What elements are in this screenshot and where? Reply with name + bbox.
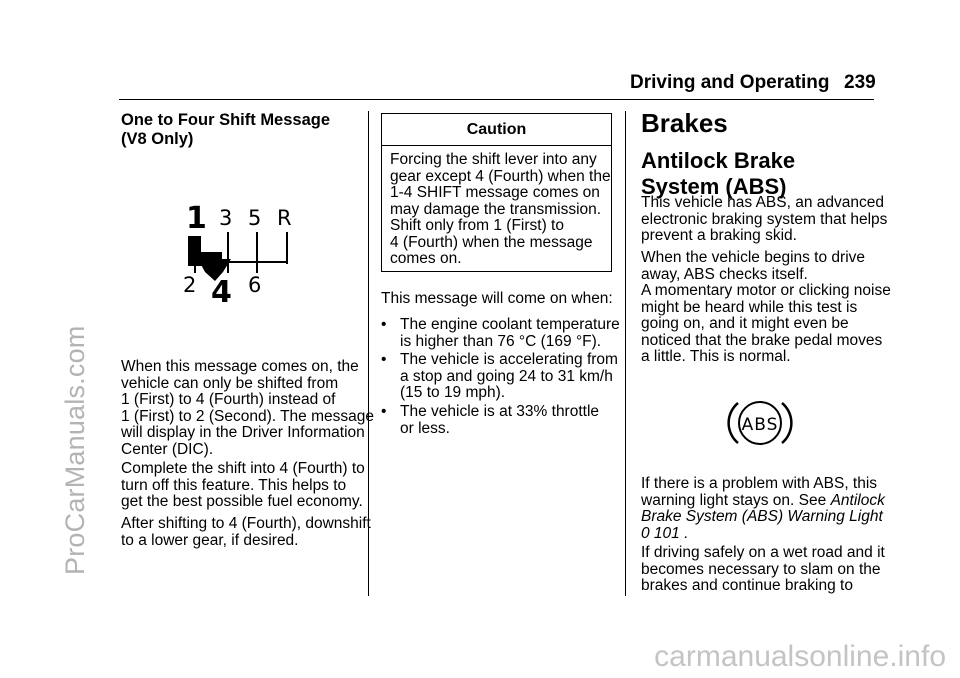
header-rule: [119, 99, 874, 100]
list-item: • The engine coolant temperature is higher than 76 °C (169 °F).: [381, 316, 620, 350]
caution-text: Forcing the shift lever into any gear except 4 (Fourth) when the 1-4 SHIFT message comes on may damage the transmission. Shift only from 1 (First) to 4 (Fourth) when the message comes on.: [390, 151, 611, 267]
abs-warning-icon: [725, 395, 795, 451]
abs-icon-label: ABS: [741, 415, 779, 435]
gear-label-top: 3: [219, 206, 233, 230]
gear-label-top: R: [277, 206, 292, 230]
abs-paragraph-1: This vehicle has ABS, an advanced electronic braking system that helps prevent a braking skid.: [641, 194, 888, 244]
gear-label-bottom: 2: [183, 273, 197, 297]
warning-light-link[interactable]: Brake System (ABS) Warning Light: [641, 508, 883, 525]
bottom-watermark: carmanualsonline.info: [654, 640, 946, 673]
column-divider-right: [625, 111, 626, 596]
abs-paragraph-4: If driving safely on a wet road and it becomes necessary to slam on the brakes and continue braking to: [641, 544, 885, 594]
message-intro: This message will come on when:: [381, 290, 613, 307]
shift-paragraph-2: Complete the shift into 4 (Fourth) to turn off this feature. This helps to get the best possible fuel economy.: [121, 460, 365, 510]
gear-label-bottom: 4: [211, 275, 232, 308]
abs-paragraph-2: When the vehicle begins to drive away, ABS checks itself. A momentary motor or clicking noise might be heard while this test is going on, and it might even be noticed that the brake pedal moves a little. This is normal.: [641, 249, 891, 365]
shift-paragraph-1: When this message comes on, the vehicle can only be shifted from 1 (First) to 4 (Fourth) instead of 1 (First) to 2 (Second). The message will display in the Driver Information Center (DIC).: [121, 358, 374, 458]
shift-message-heading: One to Four Shift Message (V8 Only): [121, 111, 331, 148]
bullet-icon: •: [381, 403, 387, 420]
warning-light-link[interactable]: Antilock: [830, 491, 885, 509]
section-title: Driving and Operating: [630, 72, 830, 93]
abs-paragraph-3: If there is a problem with ABS, this warning light stays on. See Antilock Brake System (ABS) Warning Light 0 101 .: [641, 475, 885, 542]
section-heading-brakes: Brakes: [641, 108, 728, 138]
caution-title: Caution: [382, 114, 611, 146]
subsection-heading-abs: Antilock Brake System (ABS): [641, 148, 796, 199]
gear-label-top: 5: [248, 206, 262, 230]
page-reference[interactable]: 0 101 .: [641, 524, 689, 542]
shift-paragraph-3: After shifting to 4 (Fourth), downshift to a lower gear, if desired.: [121, 515, 371, 549]
shift-pattern-diagram: [175, 198, 305, 308]
list-item: • The vehicle is at 33% throttle or less.: [381, 403, 600, 437]
caution-box: [381, 113, 612, 272]
page-number: 239: [844, 72, 876, 93]
bullet-icon: •: [381, 351, 387, 368]
bullet-icon: •: [381, 316, 387, 333]
list-item: • The vehicle is accelerating from a stop and going 24 to 31 km/h (15 to 19 mph).: [381, 351, 618, 401]
side-watermark: ProCarManuals.com: [60, 325, 90, 575]
gear-label-top: 1: [186, 201, 207, 236]
gear-label-bottom: 6: [248, 273, 262, 297]
